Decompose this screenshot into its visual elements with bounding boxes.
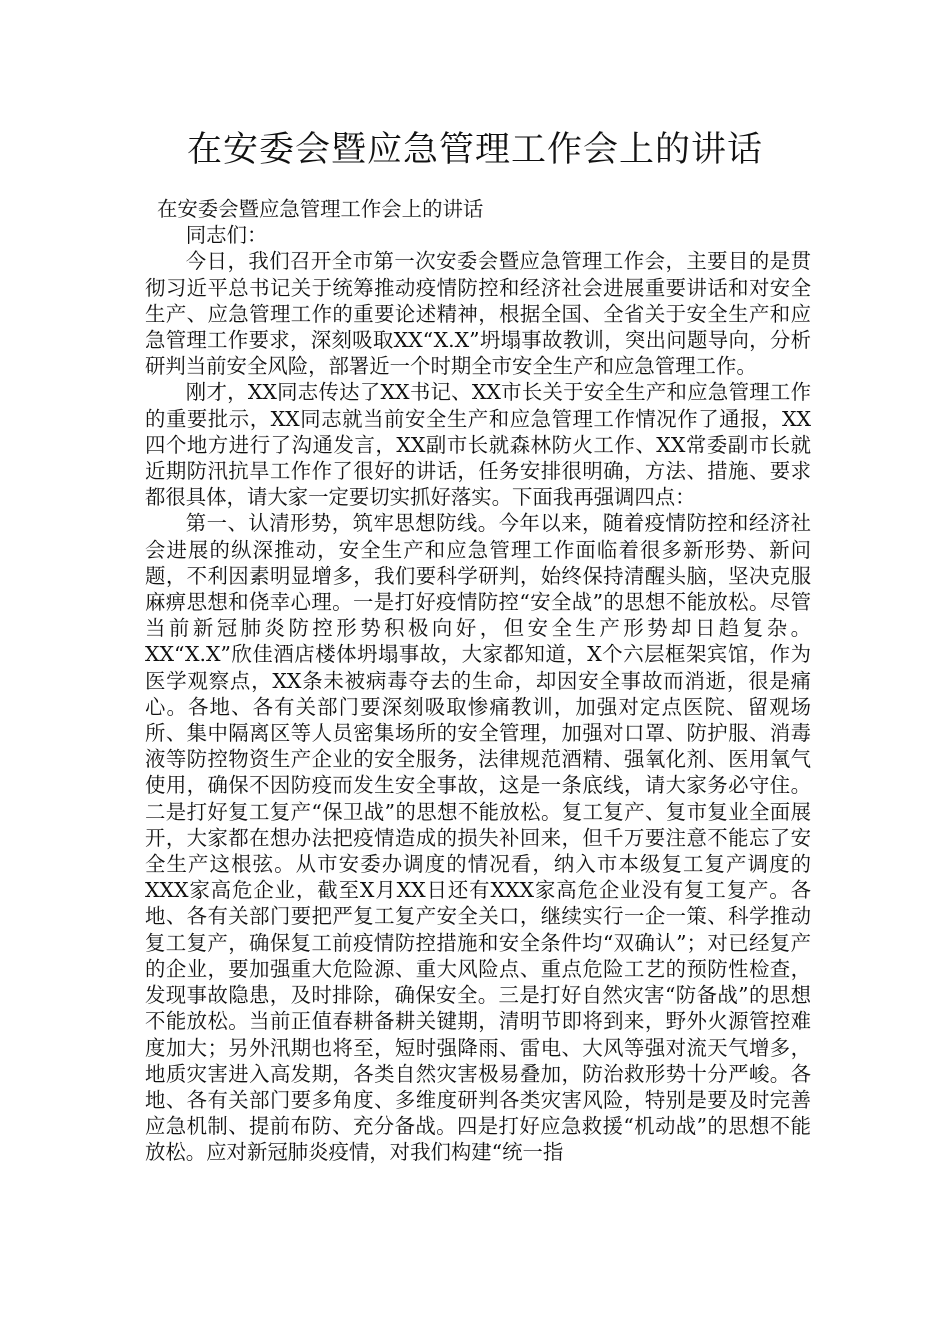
document-body (145, 196, 811, 1166)
salutation: 同志们： (185, 223, 268, 248)
paragraph-1: 今日，我们召开全市第一次安委会暨应急管理工作会，主要目的是贯彻习近平总书记关于统筹推动疫情防控和经济社会进展重要讲话和对安全生产、应急管理工作的重要论述精神，根据全国、全省关于安全生产和应急管理工作要求，深刻吸取XX“X.X”坍塌事故教训，突出问题导向，分析研判当前安全风险，部署近一个时期全市安全生产和应急管理工作。 (145, 249, 811, 379)
paragraph-2: 刚才，XX同志传达了XX书记、XX市长关于安全生产和应急管理工作的重要批示，XX同志就当前安全生产和应急管理工作情况作了通报，XX四个地方进行了沟通发言，XX副市长就森林防火工作、XX常委副市长就近期防汛抗旱工作作了很好的讲话，任务安排很明确，方法、措施、要求都很具体，请大家一定要切实抓好落实。下面我再强调四点： (145, 380, 811, 510)
document-title: 在安委会暨应急管理工作会上的讲话 (186, 130, 763, 170)
document-subtitle: 在安委会暨应急管理工作会上的讲话 (157, 197, 484, 221)
paragraph-3: 第一、认清形势，筑牢思想防线。今年以来，随着疫情防控和经济社会进展的纵深推动，安全生产和应急管理工作面临着很多新形势、新问题，不利因素明显增多，我们要科学研判，始终保持清醒头脑，坚决克服麻痹思想和侥幸心理。一是打好疫情防控“安全战”的思想不能放松。尽管当前新冠肺炎防控形势积极向好，但安全生产形势却日趋复杂。XX“X.X”欣佳酒店楼体坍塌事故，大家都知道，X个六层框架宾馆，作为医学观察点，XX条未被病毒夺去的生命，却因安全事故而消逝，很是痛心。各地、各有关部门要深刻吸取惨痛教训，加强对定点医院、留观场所、集中隔离区等人员密集场所的安全管理，加强对口罩、防护服、消毒液等防控物资生产企业的安全服务，法律规范酒精、强氧化剂、医用氧气使用，确保不因防疫而发生安全事故，这是一条底线，请大家务必守住。二是打好复工复产“保卫战”的思想不能放松。复工复产、复市复业全面展开，大家都在想办法把疫情造成的损失补回来，但千万要注意不能忘了安全生产这根弦。从市安委办调度的情况看，纳入市本级复工复产调度的XXX家高危企业，截至X月XX日还有XXX家高危企业没有复工复产。各地、各有关部门要把严复工复产安全关口，继续实行一企一策、科学推动复工复产，确保复工前疫情防控措施和安全条件均“双确认”；对已经复产的企业，要加强重大危险源、重大风险点、重点危险工艺的预防性检查，发现事故隐患，及时排除，确保安全。三是打好自然灾害“防备战”的思想不能放松。当前正值春耕备耕关键期，清明节即将到来，野外火源管控难度加大；另外汛期也将至，短时强降雨、雷电、大风等强对流天气增多，地质灾害进入高发期，各类自然灾害极易叠加，防治救形势十分严峻。各地、各有关部门要多角度、多维度研判各类灾害风险，特别是要及时完善应急机制、提前布防、充分备战。四是打好应急救援“机动战”的思想不能放松。应对新冠肺炎疫情，对我们构建“统一指 (145, 511, 811, 1165)
